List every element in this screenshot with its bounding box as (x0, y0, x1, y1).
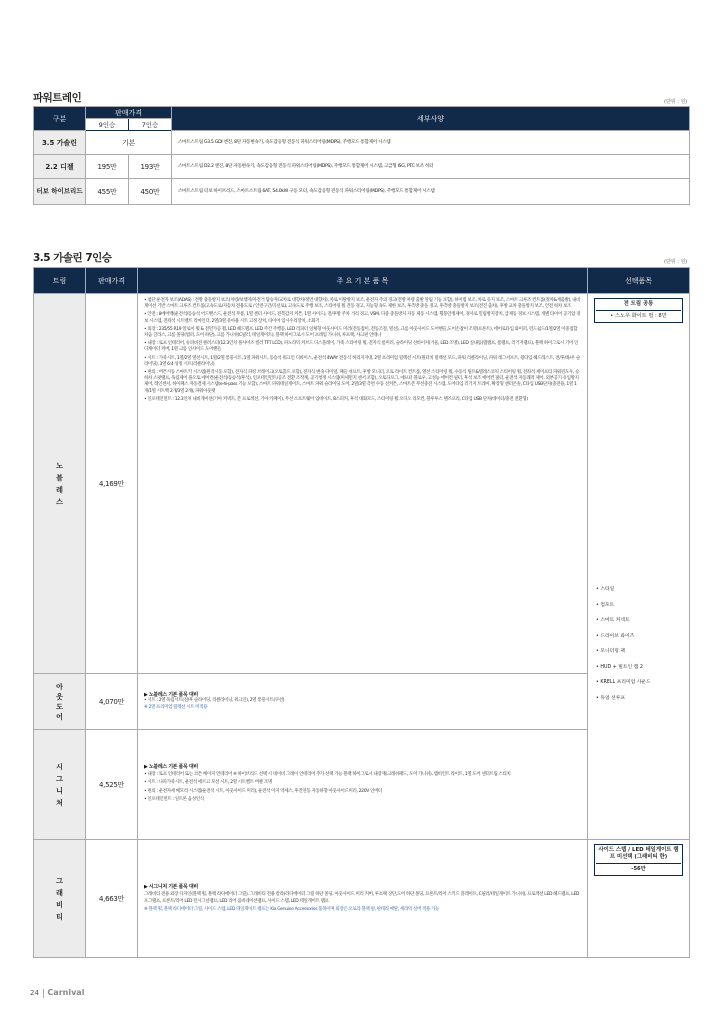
head-options: 선택품목 (588, 268, 690, 294)
trim-name (34, 674, 86, 730)
section-unit: (단위 : 원) (664, 259, 688, 265)
option-box-common (594, 298, 683, 323)
feature-convenience: • 편의 : 버튼시동 스마트키 시스템(원격시동 포함), 전자식 파킹 브레이크(오토홀드 포함), 전자식 변속 다이얼, 패들 쉬프트, 후방 모니터, 오토 라이트 컨트롤, 열선 스티어링 휠, 수동식 틸트&텔레스코픽 스티어링 휠, 전좌석 세이프티 파워윈도우, 승하차 스팟램프, 독립제어 풀오토 에어컨(운전석/동승석/후석), 인포테인먼트/공조 전환 조작계, 공기청정 시스템(미세먼지 센서 포함), 오토디포그, 애프터 블로우, 고성능 에어컨 필터, 후석 보조 에어컨 필터, 운전석 자동쾌적 제어, 외부공기 유입방지 제어, 레인센서, 하이패스 자동결제 시스템(e-hi-pass 기능 포함), 스마트 파워테일게이트, 스마트 파워 슬라이딩 도어, 2열/3열 측면 수동 선커튼, 스마트폰 무선충전 시스템, 도어타입 러기지 트레이, 확장형 센터콘솔, C타입 USB단자(충전용, 1열 1개/1열 시트백 2개/3열 2개), 파워아웃렛 (144, 370, 580, 394)
feature-infotainment: • 인포테인먼트 : 12.3인치 내비게이션(기아 커넥트, 폰 프로젝션, 기아 카페이), 무선 소프트웨어 업데이트, 8스피커, 후석 대화모드, 스티어링 휠 오디오 리모컨, 블루투스 핸즈프리, C타입 USB 단자(데이터/충전 전환형) (144, 396, 528, 402)
option-item: • KRELL 프리미엄 사운드 (596, 680, 651, 685)
section-title: 3.5 가솔린 7인승 (33, 252, 112, 264)
trim-name-text: 아웃도어 (56, 682, 63, 721)
trim-name-text: 그래비티 (56, 876, 63, 921)
option-item: • 듀얼 선루프 (596, 695, 626, 701)
trim-price: 4,070만 (86, 674, 138, 730)
pt-row-price-7: 450만 (129, 179, 172, 205)
trim-features (138, 674, 588, 730)
head-price: 판매가격 (86, 268, 138, 294)
pt-row-spec: 스마트스트림 G3.5 GDI 엔진, 8단 자동변속기, 속도감응형 전동식 파워스티어링(MDPS), 주행모드 통합제어 시스템 (172, 131, 690, 155)
feature-interior: • 내장 : 토프 인테리어, 슈퍼비전 클러스터(12.3인치 풀사이즈 컬러 TFT LCD), 파노라믹 커브드 디스플레이, 가죽 스티어링 휠, 전자식 룸미러, 슬라이딩 선바이저(거울, LED 조명), LED 실내등(맵램프, 룸램프, 러기지램프), 블랙 하이그로시 기어 인디케이터 커버, 1열 크롬 인사이드 도어핸들 (144, 341, 579, 353)
trim-features (138, 840, 588, 958)
pt-row-spec: 스마트스트림 터보 하이브리드, 스마트스트림 6AT, 54.0kW 구동 모터, 속도감응형 전동식 파워스티어링(MDPS), 주행모드 통합제어 시스템 (172, 179, 690, 205)
pt-row-price-7: 193만 (129, 155, 172, 179)
feature-adas: • 첨단 운전자 보조(ADAS) : 전방 충돌방지 보조(차량/보행자/자전거 탑승자/교차로 대향차/정면 대향차), 차로 이탈방지 보조, 운전자 주의 경고(전방 차량 출발 알림 기능 포함), 하이빔 보조, 차로 유지 보조, 스마트 크루즈 컨트롤(정차&재출발), 내비게이션 기반 스마트 크루즈 컨트롤(고속도로/자동차 전용도로 / 안전구간/곡선로), 고속도로 주행 보조, 스티어링 휠 진동 경고, 지능형 속도 제한 보조, 후측방 충돌 경고, 후측방 충돌방지 보조(전진 출차), 후방 교차 충돌방지 보조, 안전 하차 보조 (144, 298, 581, 310)
trim-name-text: 노블레스 (56, 461, 63, 506)
head-7seat: 7인승 (129, 119, 172, 131)
trim-price: 4,663만 (86, 840, 138, 958)
trim-table (33, 267, 690, 958)
pt-row-base: 기본 (86, 131, 172, 155)
footer-divider (43, 989, 44, 998)
option-box-title: 사이드 스텝 / LED 테일게이트 램프 미선택 (그래비티 한) (598, 847, 679, 860)
feature-line: • 시트 : 2열 독립시트(전/후 슬라이딩, 리클라이닝, 워크인), 2열 통풍시트(쿠션) (144, 698, 285, 704)
feature-line: • 편의 : 운전자세 메모리 시스템(운전석 시트, 아웃사이드 미러), 운전석 이지 억세스, 후진연동 자동하향 아웃사이드미러, 220V 인버터 (144, 788, 383, 794)
trim-features (138, 730, 588, 840)
option-item: • 스마트 커넥트 (596, 618, 630, 623)
options-gravity (588, 840, 690, 958)
feature-line: • 인포테인먼트 : 일트론 음성인식 (144, 796, 204, 802)
head-features: 주 요 기 본 품 목 (138, 268, 588, 294)
feature-safety: • 안전 : 8에어백(운전석/동승석 어드밴스드, 운전석 무릎, 1열 센터 사이드, 전복감지 커튼, 1열 사이드), 전/후방 주차 거리 경고, VSM, 다중 충돌방지 자동 제동 시스템, 횡풍안정제어, 경사로 밀림방지장치, 급제동 경보 시스템, 개별 타이어 공기압 경보 시스템, 전좌석 시트벨트 리마인더, 2열/3열 유아용 시트 고정 장치, 타이어 임시수리장치, 소화기 (144, 312, 581, 324)
head-price: 판매가격 (86, 107, 172, 119)
head-type: 구분 (34, 107, 86, 131)
footer (30, 988, 84, 998)
feature-header: ▶ 노블레스 기본 품목 대비 (144, 692, 198, 699)
feature-line: 그래비티 전용 외장 디자인(블랙 휠, 블랙 라디에이터 그릴), 그래비티 전용 칼라(라디에이터 그릴 하단 몰딩, 아웃사이드 미러 커버, 루프랙 상단,도어 하단 몰딩, 프론트/리어 스키드 플레이트, C필러/테일게이트 가니쉬), 프로젝션 LED 헤드램프, LED 포그램프, 프론트/리어 LED 턴시그널램프, LED 리어 콤비네이션램프, 사이드 스텝, LED 테일게이트 램프 (144, 892, 580, 904)
trim-price: 4,169만 (86, 294, 138, 674)
trim-name (34, 730, 86, 840)
pt-row-price-9: 455만 (86, 179, 129, 205)
head-spec: 세부사양 (172, 107, 690, 131)
feature-line: • 내장 : 토프 인테리어 또는 코튼 베이지 인테리어 ※ 하이브리드 선택 시 네이비 그레이 인테리어 추가 선택 가능 블랙 하이그로시 내장재(크래쉬패드, 도어 가니쉬), 앰비언트 라이트, 1열 도어 센터트림 스티치 (144, 772, 511, 778)
option-list (596, 582, 685, 706)
powertrain-unit: (단위 : 원) (664, 99, 688, 105)
feature-line: • 시트 : 나파가죽시트, 운전석 에르고 모션 시트, 2열 시트벨트 버클 조명 (144, 780, 272, 786)
pt-row-spec: 스마트스트림 D2.2 엔진, 8단 자동변속기, 속도감응형 전동식 파워스티어링(MDPS), 주행모드 통합제어 시스템, 고급형 ISG, PTC 보조 히터 (172, 155, 690, 179)
option-item: • 드라이브 와이즈 (596, 633, 635, 639)
feature-exterior: • 외장 : 235/55 R19 알로이 휠 & 전면가공 휠, LED 헤드램프, LED 주간 주행등, LED 리피터 일체형 아웃사이드 미러(전동접이, 전동조절, 열선), 크롬 아웃사이드 도어핸들,도어손잡이 조명(프론트), 에어로타입 와이퍼, 윈드쉴드/1열/2열 이중접합 차음 글라스, 크롬 몰딩(범퍼, 도어 하단), 크롬 가니쉬(C필러, 테일게이트), 블랙 하이그로시 도어 프레임 가니쉬, 루프랙, 샤크핀 안테나 (144, 326, 578, 339)
trim-name (34, 294, 86, 674)
option-item: • 컴포트 (596, 602, 615, 608)
head-9seat: 9인승 (86, 119, 129, 131)
feature-header: ▶ 시그니처 기본 품목 대비 (144, 884, 198, 891)
option-item: • 모니터링 팩 (596, 649, 626, 654)
brand-name: Carnival (47, 988, 85, 997)
pt-row-name: 터보 하이브리드 (34, 179, 86, 205)
option-item: • HUD + 빌트인 캠 2 (596, 664, 643, 670)
feature-note: ※ 2열 프리미엄 릴렉션 시트 미적용 (144, 704, 208, 710)
page-number: 24 (30, 989, 39, 997)
powertrain-title: 파워트레인 (33, 92, 82, 104)
option-item: • 스타일 (596, 587, 615, 592)
feature-note: ※ 블랙 휠, 블랙 라디에이터 그릴, 사이드 스텝, LED 테일게이트 램프는 Kia Genuine Accessories 품목이며 외장은 오로라 블랙 펄, 판테라 메탈, 세라믹 실버 적용 가능 (144, 906, 440, 912)
pt-row-name: 2.2 디젤 (34, 155, 86, 179)
options-column (588, 294, 690, 840)
option-box-gravity (594, 844, 683, 876)
option-box-item: • 스노우 화이트 펄 : 8만 (596, 310, 681, 320)
trim-name-text: 시그니처 (56, 762, 63, 807)
trim-price: 4,525만 (86, 730, 138, 840)
feature-seat: • 시트 : 가죽시트, 1열/2열 열선시트, 1열/2열 통풍시트, 1열 파워시트, 동승석 워크인 디바이스, 운전석 4WAY 전동식 허리지지대, 2열 프리미엄 릴렉션 시트(원터치 릴렉션 모드, 파워 리클라이닝, 파워 레그서포트, 윙타입 헤드레스트, 전/후/좌/우 슬라이딩), 3열 6:4 싱킹 시트(리클라이닝) (144, 355, 580, 367)
powertrain-table (33, 106, 690, 205)
head-trim: 트림 (34, 268, 86, 294)
trim-name (34, 840, 86, 958)
pt-row-price-9: 195만 (86, 155, 129, 179)
feature-header: ▶ 노블레스 기본 품목 대비 (144, 763, 198, 770)
trim-features (138, 294, 588, 674)
option-box-price: -56만 (596, 863, 681, 873)
pt-row-name: 3.5 가솔린 (34, 131, 86, 155)
option-box-title: 전 트림 공통 (623, 301, 654, 307)
